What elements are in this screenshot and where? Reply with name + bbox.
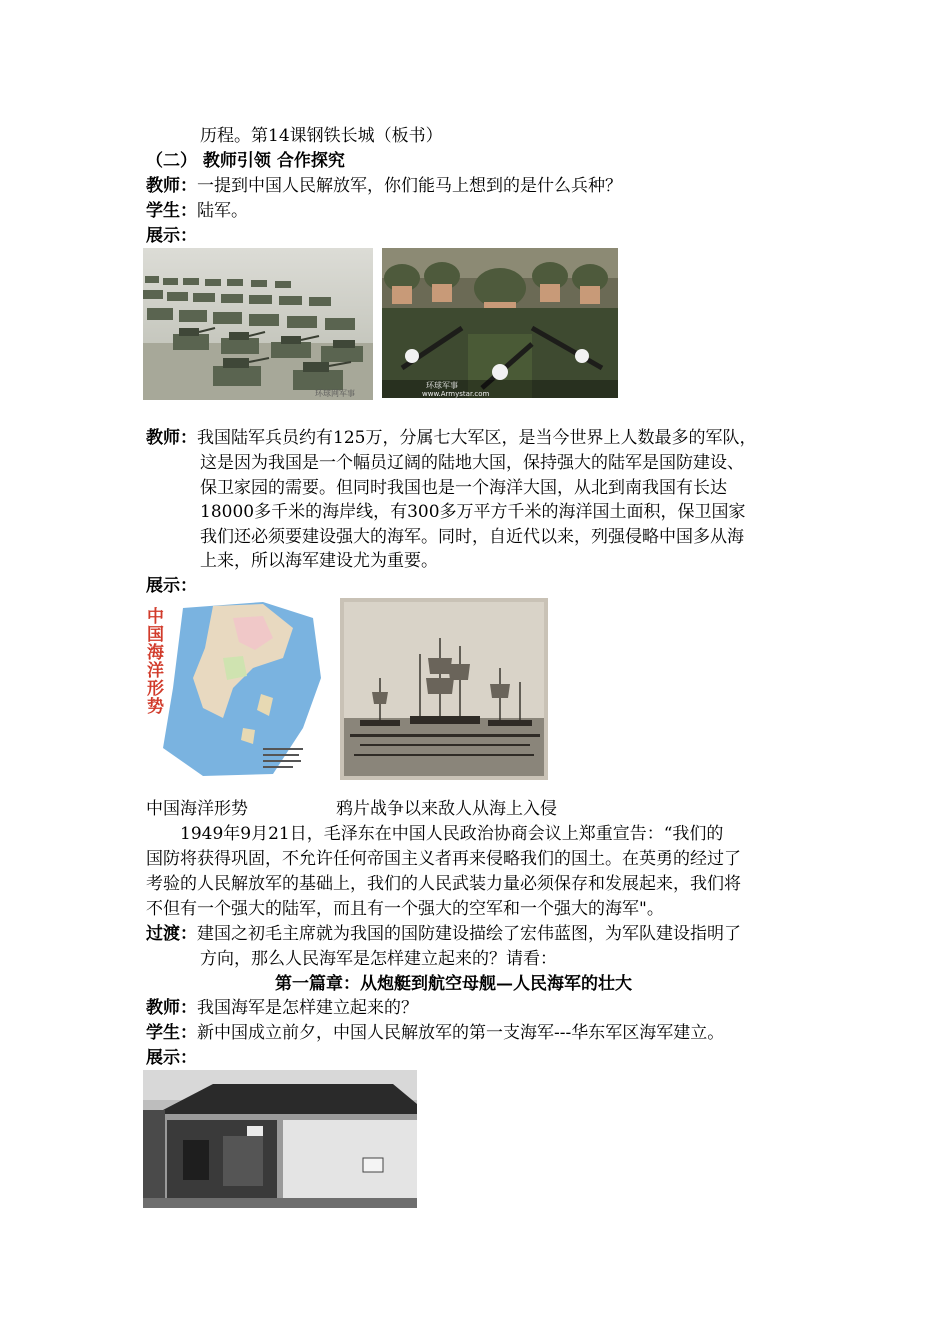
student-label-2: 学生： bbox=[146, 1023, 197, 1043]
teacher-line-1 bbox=[146, 174, 622, 199]
teacher-para-line-4: 18000多千米的海岸线，有300多万平方千米的海洋国土面积，保卫国家 bbox=[200, 502, 746, 522]
map-title-char-2: 国 bbox=[147, 625, 164, 645]
show-label-1: 展示： bbox=[146, 226, 197, 246]
top-line: 历程。第14课钢铁长城（板书） bbox=[200, 126, 443, 146]
teacher-para-line-5: 我们还必须要建设强大的海军。同时，自近代以来，列强侵略中国多从海 bbox=[200, 527, 744, 547]
map-title-char-3: 海 bbox=[147, 643, 164, 663]
tanks-photo bbox=[143, 248, 373, 400]
navy-hq-photo bbox=[143, 1070, 417, 1208]
teacher-text: 一提到中国人民解放军，你们能马上想到的是什么兵种？ bbox=[197, 176, 622, 196]
soldiers-watermark: 环球军事 bbox=[426, 381, 458, 390]
map-title-char-4: 洋 bbox=[147, 661, 164, 681]
teacher-label: 教师： bbox=[146, 176, 197, 196]
student-label: 学生： bbox=[146, 201, 197, 221]
teacher-para-text-1: 我国陆军兵员约有125万，分属七大军区，是当今世界上人数最多的军队， bbox=[197, 428, 757, 448]
student-text: 陆军。 bbox=[197, 201, 248, 221]
map-title-char-6: 势 bbox=[147, 697, 164, 717]
quote-line-2: 国防将获得巩固，不允许任何帝国主义者再来侵略我们的国土。在英勇的经过了 bbox=[146, 849, 741, 869]
china-sea-map-graphic bbox=[143, 598, 323, 780]
teacher-para-line-6: 上来，所以海军建设尤为重要。 bbox=[200, 551, 438, 571]
teacher-para-line-1 bbox=[146, 426, 756, 451]
navy-hq-photo-graphic bbox=[143, 1070, 417, 1208]
opium-war-engraving-graphic bbox=[340, 598, 548, 780]
china-sea-map bbox=[143, 598, 323, 780]
section-heading: （二） 教师引领 合作探究 bbox=[146, 151, 345, 171]
caption-right: 鸦片战争以来敌人从海上入侵 bbox=[336, 799, 557, 819]
student-text-2: 新中国成立前夕，中国人民解放军的第一支海军---华东军区海军建立。 bbox=[197, 1023, 725, 1043]
tanks-watermark: 环球网军事 bbox=[315, 389, 355, 398]
transition-label: 过渡： bbox=[146, 924, 197, 944]
caption-left: 中国海洋形势 bbox=[146, 799, 248, 819]
teacher-text-2: 我国海军是怎样建立起来的？ bbox=[197, 998, 418, 1018]
chapter-heading: 第一篇章：从炮艇到航空母舰—人民海军的壮大 bbox=[275, 974, 632, 994]
tanks-photo-graphic bbox=[143, 248, 373, 400]
show-label-3: 展示： bbox=[146, 1048, 197, 1068]
teacher-para-label: 教师： bbox=[146, 428, 197, 448]
teacher-label-2: 教师： bbox=[146, 998, 197, 1018]
student-line-2 bbox=[146, 1021, 724, 1046]
quote-line-4: 不但有一个强大的陆军，而且有一个强大的空军和一个强大的海军"。 bbox=[146, 899, 664, 919]
opium-war-engraving bbox=[340, 598, 548, 780]
quote-line-3: 考验的人民解放军的基础上，我们的人民武装力量必须保存和发展起来，我们将 bbox=[146, 874, 741, 894]
soldiers-url: www.Armystar.com bbox=[422, 390, 490, 398]
transition-line-1 bbox=[146, 922, 741, 947]
show-label-2: 展示： bbox=[146, 576, 197, 596]
map-title-char-1: 中 bbox=[147, 607, 164, 627]
teacher-para-line-3: 保卫家园的需要。但同时我国也是一个海洋大国，从北到南我国有长达 bbox=[200, 478, 727, 498]
quote-line-1: 1949年9月21日，毛泽东在中国人民政治协商会议上郑重宣告：“我们的 bbox=[180, 824, 724, 844]
teacher-para-line-2: 这是因为我国是一个幅员辽阔的陆地大国，保持强大的陆军是国防建设、 bbox=[200, 453, 744, 473]
teacher-line-2 bbox=[146, 996, 418, 1021]
transition-line-2: 方向，那么人民海军是怎样建立起来的？请看： bbox=[200, 949, 557, 969]
transition-text-1: 建国之初毛主席就为我国的国防建设描绘了宏伟蓝图，为军队建设指明了 bbox=[197, 924, 741, 944]
soldiers-photo bbox=[382, 248, 618, 398]
map-title-char-5: 形 bbox=[147, 679, 164, 699]
soldiers-photo-graphic bbox=[382, 248, 618, 398]
student-line-1 bbox=[146, 199, 248, 224]
